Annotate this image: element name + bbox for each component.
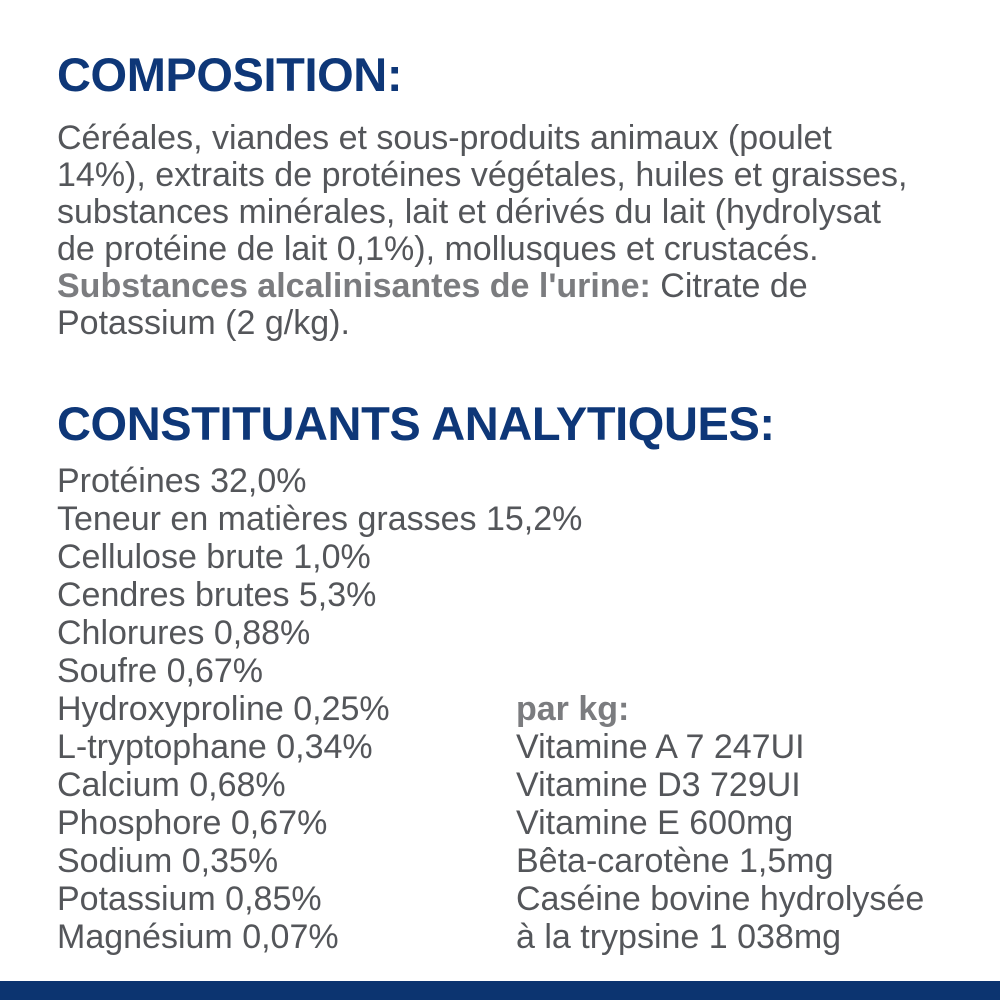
per-kg-item: Caséine bovine hydrolysée <box>516 880 925 918</box>
composition-line: Potassium (2 g/kg). <box>57 304 350 342</box>
composition-heading: COMPOSITION: <box>57 48 403 101</box>
analyte-item: Sodium 0,35% <box>57 842 279 880</box>
analyte-item: Calcium 0,68% <box>57 766 286 804</box>
analyte-item: Cendres brutes 5,3% <box>57 576 377 614</box>
per-kg-item: à la trypsine 1 038mg <box>516 918 842 956</box>
analyte-item: Potassium 0,85% <box>57 880 322 918</box>
analyte-item: Protéines 32,0% <box>57 462 307 500</box>
per-kg-item: Bêta-carotène 1,5mg <box>516 842 834 880</box>
analyte-item: Magnésium 0,07% <box>57 918 339 956</box>
per-kg-item: Vitamine D3 729UI <box>516 766 801 804</box>
per-kg-item: Vitamine A 7 247UI <box>516 728 805 766</box>
per-kg-item: Vitamine E 600mg <box>516 804 794 842</box>
per-kg-items <box>516 728 924 956</box>
composition-line: 14%), extraits de protéines végétales, huiles et graisses, <box>57 156 908 194</box>
analyte-item: Chlorures 0,88% <box>57 614 311 652</box>
analytics-heading: CONSTITUANTS ANALYTIQUES: <box>57 397 775 450</box>
analyte-item: Cellulose brute 1,0% <box>57 538 371 576</box>
composition-line: de protéine de lait 0,1%), mollusques et crustacés. <box>57 230 819 268</box>
composition-line: Substances alcalinisantes de l'urine: Citrate de <box>57 267 808 305</box>
per-kg-heading: par kg: <box>516 690 630 728</box>
analyte-item: Hydroxyproline 0,25% <box>57 690 390 728</box>
composition-paragraph <box>57 120 907 342</box>
analyte-item: L-tryptophane 0,34% <box>57 728 373 766</box>
footer-color-bar <box>0 981 1000 1000</box>
composition-line-bold: Substances alcalinisantes de l'urine: <box>57 267 651 305</box>
analyte-item: Teneur en matières grasses 15,2% <box>57 500 583 538</box>
analytics-list-left <box>57 462 582 956</box>
composition-line: Céréales, viandes et sous-produits animaux (poulet <box>57 119 832 157</box>
analyte-item: Soufre 0,67% <box>57 652 264 690</box>
analyte-item: Phosphore 0,67% <box>57 804 328 842</box>
composition-line: substances minérales, lait et dérivés du lait (hydrolysat <box>57 193 881 231</box>
analytics-list-per-kg <box>516 690 924 956</box>
